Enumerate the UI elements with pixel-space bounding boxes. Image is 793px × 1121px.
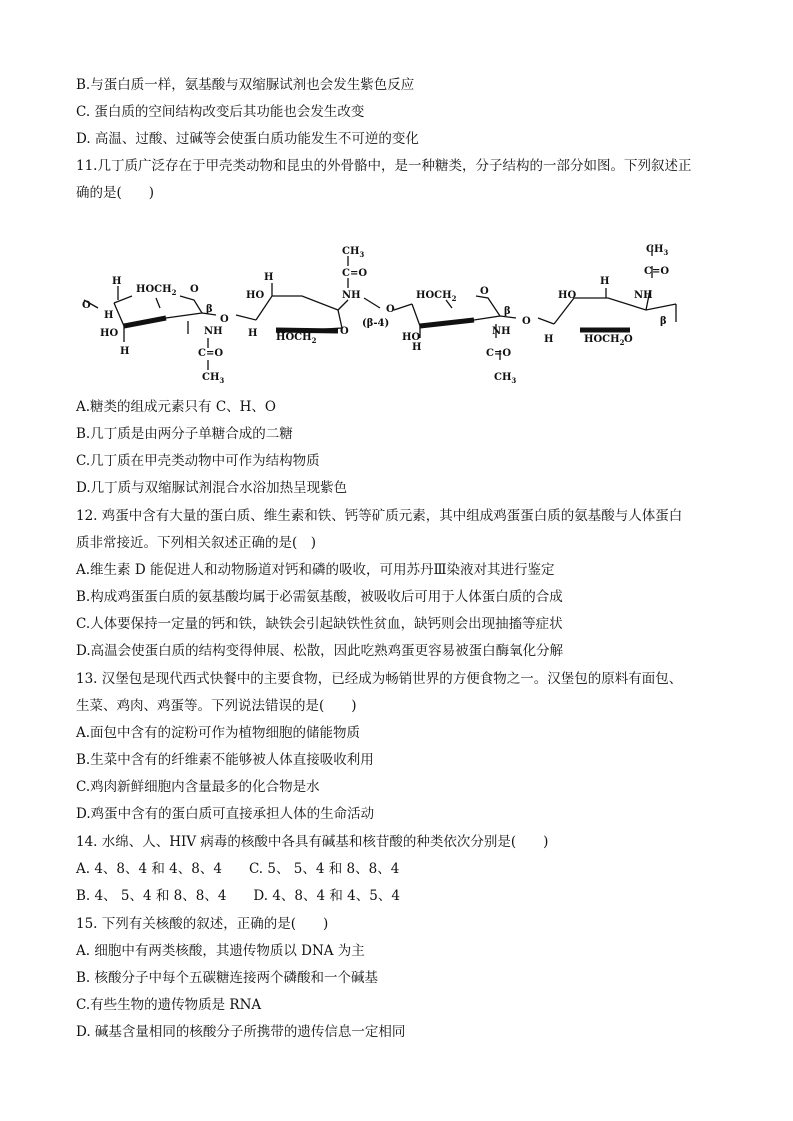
h-label: H — [120, 346, 130, 357]
ch3-label: $CH_3$ — [494, 372, 517, 385]
q13-option-d: D.鸡蛋中含有的蛋白质可直接承担人体的生命活动 — [76, 806, 375, 822]
ho-label: HO — [402, 332, 421, 343]
nh-label: NH — [342, 290, 361, 301]
chitin-structure-diagram — [76, 238, 686, 388]
q13-option-a: A.面包中含有的淀粉可作为植物细胞的储能物质 — [76, 725, 361, 741]
nh-label: NH — [204, 326, 223, 337]
hoch2-label: $HOCH_2$ — [416, 290, 457, 303]
ch3-label: $CH_3$ — [202, 372, 225, 385]
q13-stem-line2: 生菜、鸡肉、鸡蛋等。下列说法错误的是( ) — [76, 698, 357, 714]
ho-label: HO — [246, 290, 265, 301]
q12-option-c: C.人体要保持一定量的钙和铁，缺铁会引起缺铁性贫血，缺钙则会出现抽搐等症状 — [76, 616, 563, 632]
beta-label: β — [660, 316, 667, 327]
hoch2-label: $HOCH_2$ — [136, 284, 177, 297]
q14-stem: 14. 水绵、人、HIV 病毒的核酸中各具有碱基和核苷酸的种类依次分别是( ) — [76, 834, 549, 850]
q14-options-a-c: A. 4、8、4 和 4、8、4 C. 5、 5、4 和 8、8、4 — [76, 861, 400, 877]
q13-stem-line1: 13. 汉堡包是现代西式快餐中的主要食物，已经成为畅销世界的方便食物之一。汉堡包的原料有面包、 — [76, 671, 683, 687]
oxygen-label: O — [82, 300, 91, 311]
hoch2-label: $HOCH_2$ — [276, 332, 317, 345]
q10-option-d: D. 高温、过酸、过碱等会使蛋白质功能发生不可逆的变化 — [76, 131, 419, 147]
q10-option-b: B.与蛋白质一样，氨基酸与双缩脲试剂也会发生紫色反应 — [76, 77, 415, 93]
beta-label: β — [504, 306, 511, 317]
q12-stem-line2: 质非常接近。下列相关叙述正确的是( ) — [76, 535, 317, 551]
q15-option-d: D. 碱基含量相同的核酸分子所携带的遗传信息一定相同 — [76, 1024, 406, 1040]
h-label: H — [248, 328, 258, 339]
ch3-label: $CH_3$ — [646, 244, 669, 257]
carbonyl-label: C=O — [486, 348, 512, 359]
ch3-label: $CH_3$ — [342, 246, 365, 259]
glycosidic-oxygen-label: O — [220, 314, 229, 325]
h-label: H — [264, 272, 274, 283]
q15-option-b: B. 核酸分子中每个五碳糖连接两个磷酸和一个碱基 — [76, 970, 379, 986]
glycosidic-oxygen-label: O — [522, 316, 531, 327]
h-label: H — [600, 276, 610, 287]
ring-oxygen-label: O — [190, 284, 199, 295]
q11-stem-line1: 11.几丁质广泛存在于甲壳类动物和昆虫的外骨骼中，是一种糖类，分子结构的一部分如图。下列叙述正 — [76, 158, 692, 174]
q15-option-a: A. 细胞中有两类核酸，其遗传物质以 DNA 为主 — [76, 943, 365, 959]
q10-option-c: C. 蛋白质的空间结构改变后其功能也会发生改变 — [76, 104, 365, 120]
h-label: H — [112, 276, 122, 287]
q11-option-d: D.几丁质与双缩脲试剂混合水浴加热呈现紫色 — [76, 480, 348, 496]
ho-label: HO — [558, 290, 577, 301]
q12-option-d: D.高温会使蛋白质的结构变得伸展、松散，因此吃熟鸡蛋更容易被蛋白酶氧化分解 — [76, 643, 564, 659]
carbonyl-label: C=O — [198, 348, 224, 359]
q11-option-b: B.几丁质是由两分子单糖合成的二糖 — [76, 426, 293, 442]
q11-stem-line2: 确的是( ) — [76, 185, 155, 201]
chitin-structure-figure — [76, 238, 686, 388]
h-label: H — [412, 342, 422, 353]
beta-label: β — [206, 304, 213, 315]
q14-options-b-d: B. 4、 5、4 和 8、8、4 D. 4、8、4 和 4、5、4 — [76, 888, 400, 904]
q15-stem: 15. 下列有关核酸的叙述，正确的是( ) — [76, 916, 329, 932]
beta-1-4-linkage-label: (β-4) — [362, 318, 390, 329]
q13-option-b: B.生菜中含有的纤维素不能够被人体直接吸收利用 — [76, 752, 374, 768]
q11-option-a: A.糖类的组成元素只有 C、H、O — [76, 399, 277, 415]
carbonyl-label: C=O — [342, 268, 368, 279]
q12-stem-line1: 12. 鸡蛋中含有大量的蛋白质、维生素和铁、钙等矿质元素，其中组成鸡蛋蛋白质的氨基酸与人体蛋白 — [76, 508, 683, 524]
q11-option-c: C.几丁质在甲壳类动物中可作为结构物质 — [76, 453, 320, 469]
h-label: H — [544, 334, 554, 345]
ring-oxygen-label: O — [340, 326, 349, 337]
q13-option-c: C.鸡肉新鲜细胞内含量最多的化合物是水 — [76, 779, 320, 795]
h-label: H — [104, 310, 114, 321]
nh-label: NH — [634, 290, 653, 301]
hoch2-label: $HOCH_2$ — [584, 334, 625, 347]
nh-label: NH — [492, 326, 511, 337]
ho-label: HO — [100, 328, 119, 339]
ring-oxygen-label: O — [624, 334, 633, 345]
carbonyl-label: C=O — [644, 266, 670, 277]
q12-option-a: A.维生素 D 能促进人和动物肠道对钙和磷的吸收，可用苏丹Ⅲ染液对其进行鉴定 — [76, 562, 555, 578]
q12-option-b: B.构成鸡蛋蛋白质的氨基酸均属于必需氨基酸，被吸收后可用于人体蛋白质的合成 — [76, 589, 563, 605]
ring-oxygen-label: O — [480, 286, 489, 297]
q15-option-c: C.有些生物的遗传物质是 RNA — [76, 997, 262, 1013]
glycosidic-oxygen-label: O — [386, 304, 395, 315]
